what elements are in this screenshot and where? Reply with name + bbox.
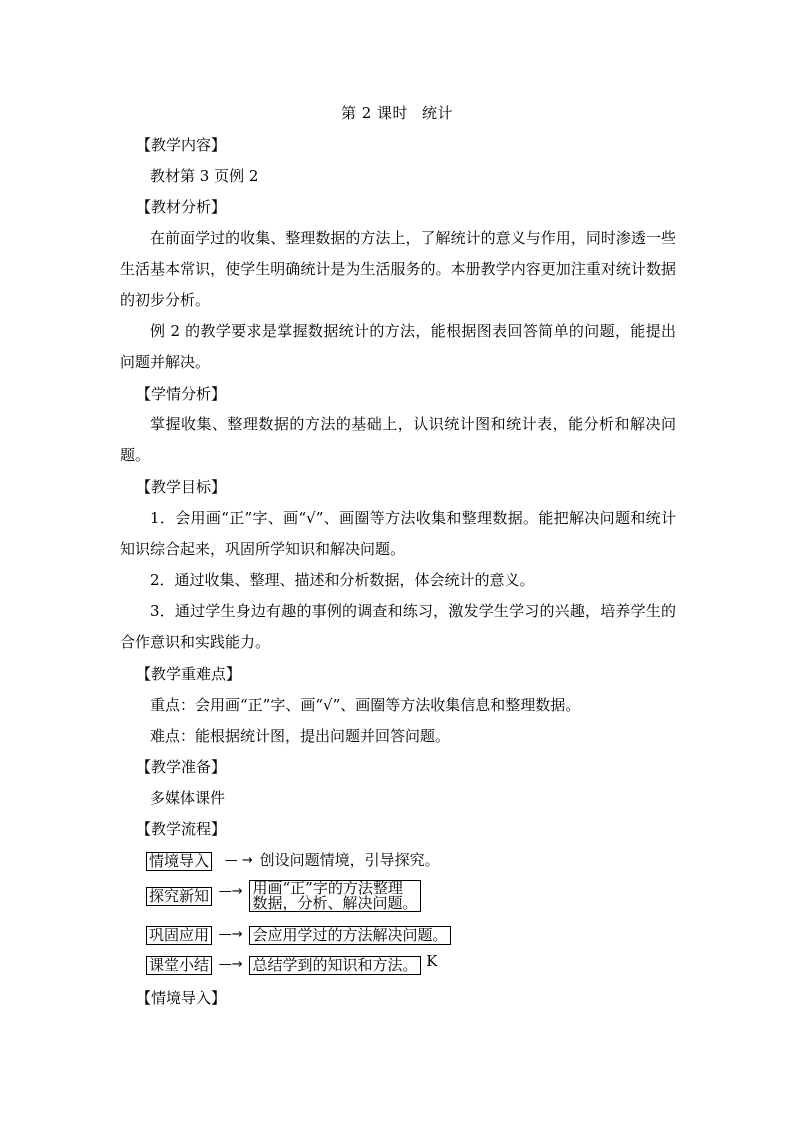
lesson-number: 第 2 课时	[340, 104, 409, 122]
goal-item-3: 3．通过学生身边有趣的事例的调查和练习，激发学生学习的兴趣，培养学生的合作意识和实践能力。	[120, 602, 676, 651]
flow-step-desc-line: 用画“正”字的方法整理	[252, 879, 403, 897]
flow-step-label: 情境导入	[146, 852, 212, 871]
arrow-icon: —→	[218, 884, 243, 899]
lesson-topic: 统计	[422, 104, 454, 122]
flow-step-desc-box	[249, 880, 420, 912]
analysis-paragraph-2: 例 2 的教学要求是掌握数据统计的方法，能根据图表回答简单的问题，能提出问题并解决。	[120, 322, 676, 371]
hard-point: 难点：能根据统计图，提出问题并回答问题。	[150, 727, 451, 745]
arrow-icon: —→	[218, 927, 243, 942]
flow-step-label: 课堂小结	[146, 956, 212, 975]
flow-step-4	[146, 952, 438, 975]
flow-step-desc: 会应用学过的方法解决问题。	[249, 926, 450, 945]
goal-item-2: 2．通过收集、整理、描述和分析数据，体会统计的意义。	[150, 571, 535, 589]
preparation-text: 多媒体课件	[150, 789, 226, 807]
flow-step-label: 探究新知	[146, 887, 212, 906]
content-text: 教材第 3 页例 2	[150, 167, 259, 185]
flow-step-desc: 总结学到的知识和方法。	[249, 956, 420, 975]
preparation-heading: 【教学准备】	[136, 758, 227, 776]
key-point: 重点：会用画“正”字、画“√”、画圈等方法收集信息和整理数据。	[150, 696, 581, 714]
analysis-paragraph-1: 在前面学过的收集、整理数据的方法上，了解统计的意义与作用，同时渗透一些生活基本常识，使学生明确统计是为生活服务的。本册教学内容更加注重对统计数据的初步分析。	[120, 229, 676, 309]
trailing-mark: K	[426, 952, 438, 970]
student-paragraph: 掌握收集、整理数据的方法的基础上，认识统计图和统计表，能分析和解决问题。	[120, 415, 676, 464]
flow-step-3	[146, 926, 451, 945]
student-heading: 【学情分析】	[136, 385, 227, 403]
flow-step-1	[146, 852, 440, 871]
intro-heading: 【情境导入】	[136, 989, 227, 1007]
flow-heading: 【教学流程】	[136, 820, 227, 838]
flow-step-label: 巩固应用	[146, 926, 212, 945]
arrow-icon: — →	[224, 853, 253, 868]
key-points-heading: 【教学重难点】	[136, 665, 242, 683]
lesson-title	[0, 102, 794, 123]
goals-heading: 【教学目标】	[136, 478, 227, 496]
arrow-icon: —→	[218, 957, 243, 972]
analysis-heading: 【教材分析】	[136, 198, 227, 216]
content-heading: 【教学内容】	[136, 136, 227, 154]
flow-step-desc-line: 数据，分析、解决问题。	[252, 894, 418, 912]
flow-step-desc: 创设问题情境，引导探究。	[259, 851, 440, 869]
flow-step-2	[146, 880, 421, 912]
goal-item-1: 1．会用画“正”字、画“√”、画圈等方法收集和整理数据。能把解决问题和统计知识综合起来，巩固所学知识和解决问题。	[120, 509, 676, 558]
